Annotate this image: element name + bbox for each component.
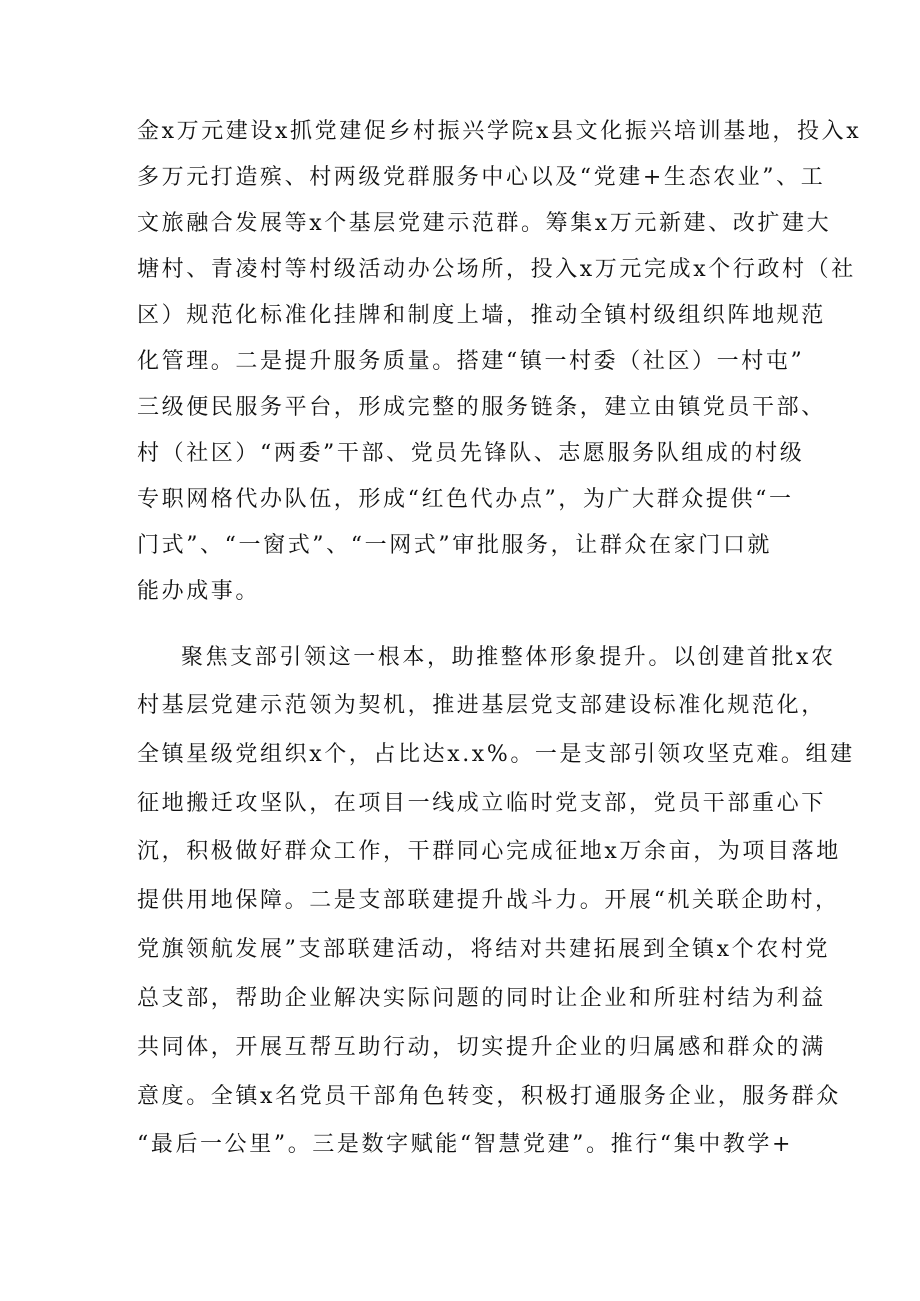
paragraph-1-line-9: 专职网格代办队伍，形成“红色代办点”，为广大群众提供“一 xyxy=(137,487,794,512)
paragraph-1-line-2: 多万元打造殡、村两级党群服务中心以及“党建+生态农业”、工 xyxy=(137,165,826,190)
paragraph-1-line-7: 三级便民服务平台，形成完整的服务链条，建立由镇党员干部、 xyxy=(137,395,826,420)
paragraph-2-line-5: 沉，积极做好群众工作，干群同心完成征地x万余亩，为项目落地 xyxy=(137,839,841,864)
paragraph-2-line-1: 聚焦支部引领这一根本，助推整体形象提升。以创建首批x农 xyxy=(181,645,836,670)
paragraph-2-line-7: 党旗领航发展”支部联建活动，将结对共建拓展到全镇x个农村党 xyxy=(137,937,831,962)
paragraph-2-line-3: 全镇星级党组织x个，占比达x.x%。一是支部引领攻坚克难。组建 xyxy=(137,742,855,767)
paragraph-1-line-4: 塘村、青凌村等村级活动办公场所，投入x万元完成x个行政村（社 xyxy=(137,257,856,282)
paragraph-1-line-8: 村（社区）“两委”干部、党员先锋队、志愿服务队组成的村级 xyxy=(137,441,805,466)
paragraph-1-line-3: 文旅融合发展等x个基层党建示范群。筹集x万元新建、改扩建大 xyxy=(137,211,832,236)
paragraph-2-line-6: 提供用地保障。二是支部联建提升战斗力。开展“机关联企助村， xyxy=(137,888,840,913)
paragraph-1-line-1: 金x万元建设x抓党建促乡村振兴学院x县文化振兴培训基地，投入x xyxy=(137,119,862,144)
paragraph-2-line-2: 村基层党建示范领为契机，推进基层党支部建设标准化规范化， xyxy=(137,693,826,718)
paragraph-2-line-10: 意度。全镇x名党员干部角色转变，积极打通服务企业，服务群众 xyxy=(137,1084,841,1109)
paragraph-2-line-8: 总支部，帮助企业解决实际问题的同时让企业和所驻村结为利益 xyxy=(137,986,826,1011)
paragraph-1-line-11: 能办成事。 xyxy=(137,579,261,604)
paragraph-1-line-5: 区）规范化标准化挂牌和制度上墙，推动全镇村级组织阵地规范 xyxy=(137,303,826,328)
paragraph-1-line-6: 化管理。二是提升服务质量。搭建“镇一村委（社区）一村屯” xyxy=(137,349,805,374)
paragraph-2-line-9: 共同体，开展互帮互助行动，切实提升企业的归属感和群众的满 xyxy=(137,1035,826,1060)
paragraph-2-line-4: 征地搬迁攻坚队，在项目一线成立临时党支部，党员干部重心下 xyxy=(137,791,826,816)
paragraph-2-line-11: “最后一公里”。三是数字赋能“智慧党建”。推行“集中教学+ xyxy=(137,1132,794,1157)
paragraph-1-line-10: 门式”、“一窗式”、“一网式”审批服务，让群众在家门口就 xyxy=(137,533,773,558)
